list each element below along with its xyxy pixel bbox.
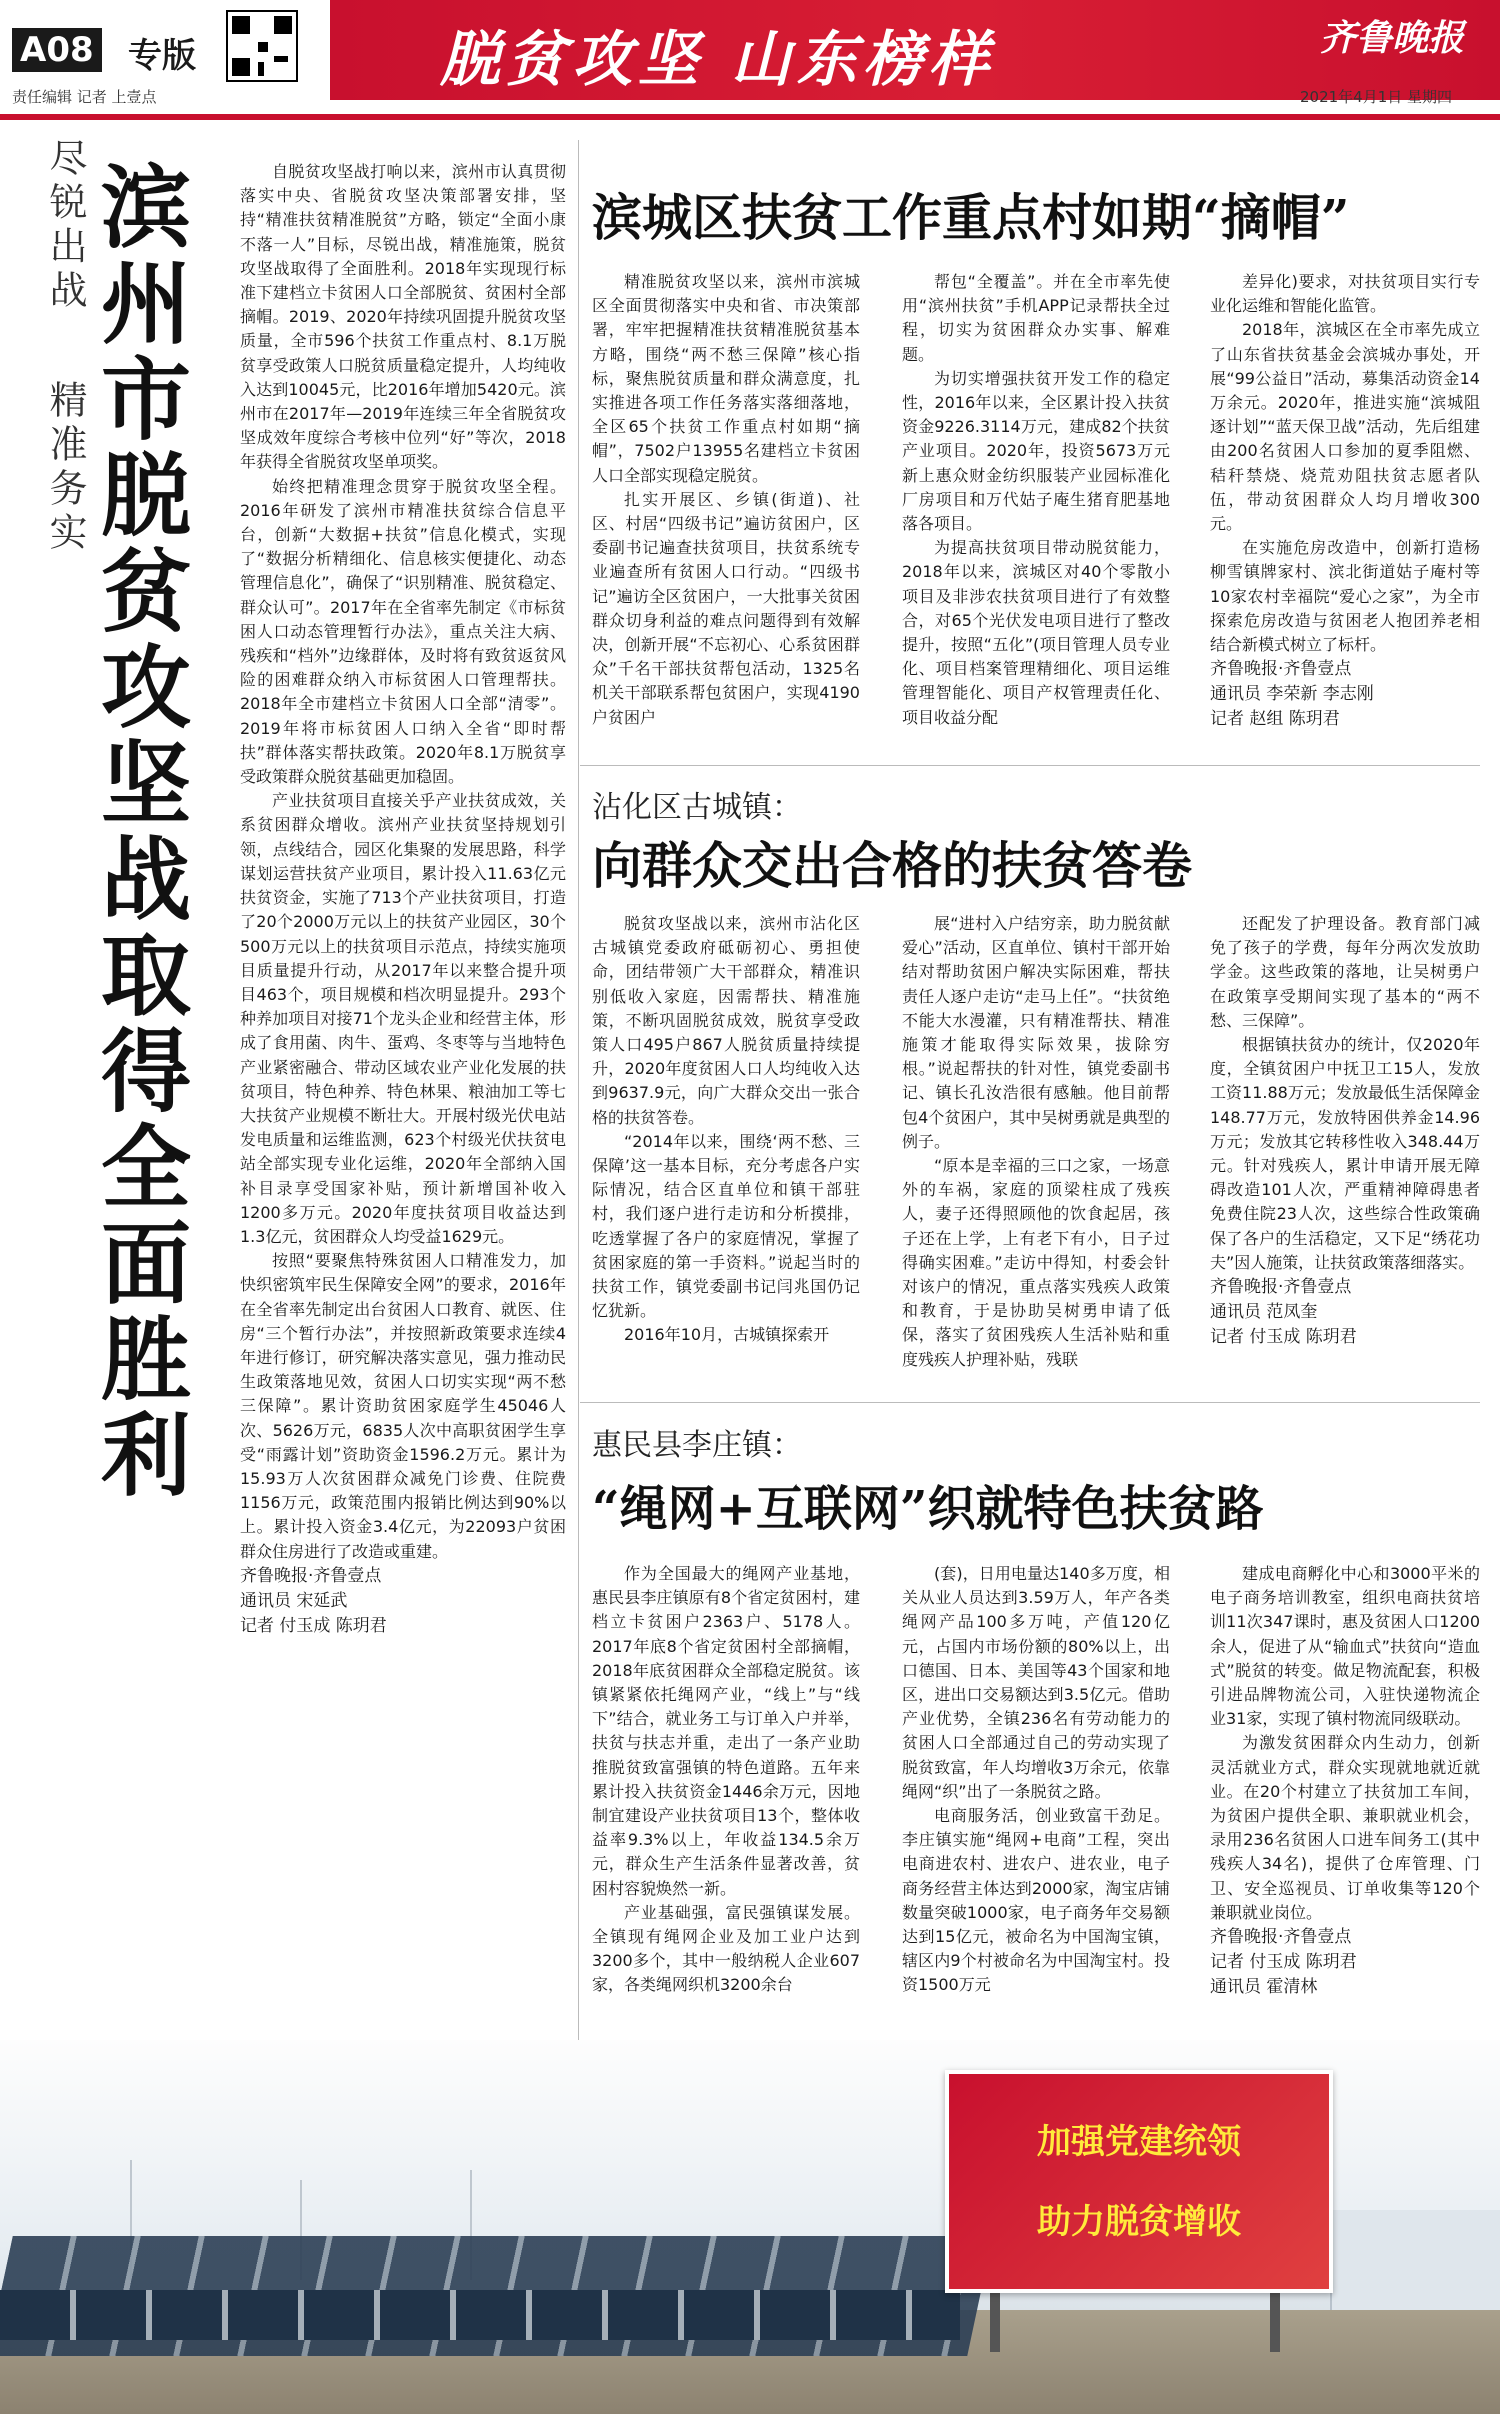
qr-code-icon[interactable]: [226, 10, 298, 82]
article1-paragraph: 为提高扶贫项目带动脱贫能力，2018年以来，滨城区对40个零散小项目及非涉农扶贫项目进行了有效整合，对65个光伏发电项目进行了整改提升，按照“五化”(项目管理人员专业化、项目档案管理精细化、项目运维管理智能化、项目产权管理责任化、项目收益分配: [902, 538, 1170, 727]
article3-byline: 记者 付玉成 陈玥君: [1210, 1952, 1357, 1973]
article3-paragraph: 产业基础强，富民强镇谋发展。全镇现有绳网企业及加工业户达到3200多个，其中一般纳税人企业607家，各类绳网织机3200余台: [592, 1902, 860, 1995]
header-rule: [0, 114, 1500, 120]
billboard: [945, 2070, 1333, 2293]
lead-subtitle-2: 精准务实: [43, 380, 87, 556]
article2-paragraph: “2014年以来，围绕‘两不愁、三保障’这一基本目标，充分考虑各户实际情况，结合区直单位和镇干部驻村，我们逐户进行走访和分析摸排，吃透掌握了各户的家庭情况，掌握了贫困家庭的第一手资料。”说起当时的扶贫工作，镇党委副书记闫兆国仍记忆犹新。: [592, 1131, 860, 1321]
article2-paragraph: 展“进村入户结穷亲，助力脱贫献爱心”活动，区直单位、镇村干部开始结对帮助贫困户解决实际困难，帮扶责任人逐户走访“走马上任”。“扶贫绝不能大水漫灌，只有精准帮扶、精准施策才能取得实际效果，拔除穷根。”说起帮扶的针对性，镇党委副书记、镇长孔汝浩很有感触。他目前帮包4个贫困户，其中吴树勇就是典型的例子。: [902, 914, 1170, 1151]
newspaper-masthead: 齐鲁晚报: [1320, 17, 1465, 59]
billboard-line-2: 助力脱贫增收: [1037, 2202, 1241, 2242]
section-divider: [580, 765, 1480, 766]
lead-byline: 通讯员 宋延武: [240, 1590, 348, 1611]
lead-paragraph: 自脱贫攻坚战打响以来，滨州市认真贯彻落实中央、省脱贫攻坚决策部署安排，坚持“精准扶贫精准脱贫”方略，锁定“全面小康不落一人”目标，尽锐出战，精准施策，脱贫攻坚战取得了全面胜利。2018年实现现行标准下建档立卡贫困人口全部脱贫、贫困村全部摘帽。2019、2020年持续巩固提升脱贫攻坚质量，全市596个扶贫工作重点村、8.1万脱贫享受政策人口脱贫质量稳定提升，人均纯收入达到10045元，比2016年增加5420元。滨州市在2017年—2019年连续三年全省脱贫攻坚成效年度综合考核中位列“好”等次，2018年获得全省脱贫攻坚单项奖。: [240, 162, 566, 472]
page-number: A08: [12, 28, 102, 72]
article3-col-1: [592, 1562, 860, 1998]
article2-headline: 向群众交出合格的扶贫答卷: [592, 836, 1192, 895]
article1-col-2: [902, 270, 1170, 730]
article1-col-1: [592, 270, 860, 730]
article2-byline: 齐鲁晚报·齐鲁壹点: [1210, 1277, 1352, 1298]
section-divider: [580, 1402, 1480, 1403]
article1-paragraph: 在实施危房改造中，创新打造杨柳雪镇牌家村、滨北街道姑子庵村等10家农村幸福院“爱心之家”，为全市探索危房改造与贫困老人抱团养老相结合新模式树立了标杆。: [1210, 538, 1480, 655]
article1-byline: 通讯员 李荣新 李志刚: [1210, 684, 1374, 705]
article2-paragraph: 2016年10月，古城镇探索开: [624, 1325, 830, 1345]
article2-col-1: [592, 912, 860, 1348]
article3-col-3: [1210, 1562, 1480, 2000]
lead-paragraph: 产业扶贫项目直接关乎产业扶贫成效，关系贫困群众增收。滨州产业扶贫坚持规划引领，点线结合，园区化集聚的发展思路，科学谋划运营扶贫产业项目，累计投入11.63亿元扶贫资金，实施了713个产业扶贫项目，打造了20个2000万元以上的扶贫产业园区，30个500万元以上的扶贫项目示范点，持续实施项目质量提升行动，从2017年以来整合提升项目463个，项目规模和档次明显提升。293个种养加项目对接71个龙头企业和经营主体，形成了食用菌、肉牛、蛋鸡、冬枣等与当地特色产业紧密融合、带动区域农业产业化发展的扶贫项目，特色种养、特色林果、粮油加工等七大扶贫产业规模不断壮大。开展村级光伏电站发电质量和运维监测，623个村级光伏扶贫电站全部实现专业化运维，2020年全部纳入国补目录享受国家补贴，预计新增国补收入1200多万元。2020年度扶贫项目收益达到1.3亿元，贫困群众人均受益1629元。: [240, 791, 566, 1246]
article1-paragraph: 扎实开展区、乡镇(街道)、社区、村居“四级书记”遍访贫困户，区委副书记遍查扶贫项目，扶贫系统专业遍查所有贫困人口行动。“四级书记”遍访全区贫困户，一大批事关贫困群众切身利益的难点问题得到有效解决，创新开展“不忘初心、心系贫困群众”千名干部扶贫帮包活动，1325名机关干部联系帮包贫困户，实现4190户贫困户: [592, 489, 860, 727]
solar-panel-rows-front: [0, 2290, 960, 2340]
article2-kicker: 沾化区古城镇：: [592, 790, 802, 825]
article2-col-2: [902, 912, 1170, 1372]
article1-col-3: [1210, 270, 1480, 732]
article3-paragraph: 为激发贫困群众内生动力，创新灵活就业方式，群众实现就地就近就业。在20个村建立了扶贫加工车间，为贫困户提供全职、兼职就业机会，录用236名贫困人口进车间务工(其中残疾人34名)，提供了仓库管理、门卫、安全巡视员、订单收集等120个兼职就业岗位。: [1210, 1733, 1480, 1922]
lead-subtitle-1: 尽锐出战: [43, 138, 87, 314]
article1-paragraph: 2018年，滨城区在全市率先成立了山东省扶贫基金会滨城办事处，开展“99公益日”活动，募集活动资金14万余元。2020年，推进实施“滨城阻逐计划”“蓝天保卫战”活动，先后组建由200名贫困人口参加的夏季阻燃、秸秆禁烧、烧荒劝阻扶贫志愿者队伍，带动贫困群众人均月增收300元。: [1210, 320, 1480, 534]
article2-byline: 通讯员 范凤奎: [1210, 1302, 1318, 1323]
article1-byline: 齐鲁晚报·齐鲁壹点: [1210, 659, 1352, 680]
section-label: 专版: [128, 36, 196, 76]
article1-paragraph: 精准脱贫攻坚以来，滨州市滨城区全面贯彻落实中央和省、市决策部署，牢牢把握精准扶贫精准脱贫基本方略，围绕“两不愁三保障”核心指标，聚焦脱贫质量和群众满意度，扎实推进各项工作任务落实落细落地，全区65个扶贫工作重点村如期“摘帽”，7502户13955名建档立卡贫困人口全部实现稳定脱贫。: [592, 272, 860, 485]
editor-credits: 责任编辑 记者 上壹点: [12, 88, 157, 106]
article2-byline: 记者 付玉成 陈玥君: [1210, 1327, 1357, 1348]
lead-paragraph: 始终把精准理念贯穿于脱贫攻坚全程。2016年研发了滨州市精准扶贫综合信息平台，创新“大数据+扶贫”信息化模式，实现了“数据分析精细化、信息核实便捷化、动态管理信息化”，确保了“识别精准、脱贫稳定、群众认可”。2017年在全省率先制定《市标贫困人口动态管理暂行办法》，重点关注大病、残疾和“档外”边缘群体，及时将有致贫返贫风险的困难群众纳入市标贫困人口管理帮扶。2018年全市建档立卡贫困人口全部“清零”。2019年将市标贫困人口纳入全省“即时帮扶”群体落实帮扶政策。2020年8.1万脱贫享受政策群众脱贫基础更加稳固。: [240, 476, 566, 787]
article3-col-2: [902, 1562, 1170, 1998]
article2-paragraph: 脱贫攻坚战以来，滨州市沾化区古城镇党委政府砥砺初心、勇担使命，团结带领广大干部群众，精准识别低收入家庭，因需帮扶、精准施策，不断巩固脱贫成效，脱贫享受政策人口495户867人脱贫质量持续提升，2020年度贫困人口人均纯收入达到9637.9元，向广大群众交出一张合格的扶贫答卷。: [592, 914, 860, 1127]
page-header: [0, 0, 1500, 124]
article1-paragraph: 差异化)要求，对扶贫项目实行专业化运维和智能化监管。: [1210, 272, 1480, 316]
article2-col-3: [1210, 912, 1480, 1350]
article3-paragraph: 电商服务活，创业致富干劲足。李庄镇实施“绳网+电商”工程，突出电商进农村、进农户、进农业，电子商务经营主体达到2000家，淘宝店铺数量突破1000家，电子商务年交易额达到15亿元，被命名为中国淘宝镇，辖区内9个村被命名为中国淘宝村。投资1500万元: [902, 1806, 1170, 1995]
article3-byline: 齐鲁晚报·齐鲁壹点: [1210, 1927, 1352, 1948]
lead-body: [240, 160, 566, 1639]
header-slogan: 脱贫攻坚 山东榜样: [440, 25, 995, 95]
article3-kicker: 惠民县李庄镇：: [592, 1428, 802, 1463]
article3-paragraph: 建成电商孵化中心和3000平米的电子商务培训教室，组织电商扶贫培训11次347课时，惠及贫困人口1200余人，促进了从“输血式”扶贫向“造血式”脱贫的转变。做足物流配套，积极引进品牌物流公司，入驻快递物流企业31家，实现了镇村物流同级联动。: [1210, 1564, 1480, 1729]
article3-paragraph: (套)，日用电量达140多万度，相关从业人员达到3.59万人，年产各类绳网产品100多万吨，产值120亿元，占国内市场份额的80%以上，出口德国、日本、美国等43个国家和地区，进出口交易额达到3.5亿元。借助产业优势，全镇236名有劳动能力的贫困人口全部通过自己的劳动实现了脱贫致富，年人均增收3万余元，依靠绳网“织”出了一条脱贫之路。: [902, 1564, 1170, 1801]
article3-byline: 通讯员 霍清林: [1210, 1977, 1318, 1998]
article2-paragraph: “原本是幸福的三口之家，一场意外的车祸，家庭的顶梁柱成了残疾人，妻子还得照顾他的饮食起居，孩子还在上学，上有老下有小，日子过得确实困难。”走访中得知，村委会针对该户的情况，重点落实残疾人政策和教育，于是协助吴树勇申请了低保，落实了贫困残疾人生活补贴和重度残疾人护理补贴，残联: [902, 1156, 1170, 1369]
article3-paragraph: 作为全国最大的绳网产业基地，惠民县李庄镇原有8个省定贫困村，建档立卡贫困户2363户、5178人。2017年底8个省定贫困村全部摘帽，2018年底贫困群众全部稳定脱贫。该镇紧紧依托绳网产业，“线上”与“线下”结合，就业务工与订单入户并举，扶贫与扶志并重，走出了一条产业助推脱贫致富强镇的特色道路。五年来累计投入扶贫资金1446余万元，因地制宜建设产业扶贫项目13个，整体收益率9.3%以上，年收益134.5余万元，群众生产生活条件显著改善，贫困村容貌焕然一新。: [592, 1564, 860, 1898]
article1-paragraph: 为切实增强扶贫开发工作的稳定性，2016年以来，全区累计投入扶贫资金9226.3114万元，建成82个扶贫产业项目。2020年，投资5673万元新上惠众财金纺织服装产业园标准化厂房项目和万代姑子庵生猪育肥基地落各项目。: [902, 368, 1170, 534]
issue-date: 2021年4月1日 星期四: [1300, 88, 1453, 106]
solar-farm-photo: [0, 2040, 1500, 2414]
article2-paragraph: 还配发了护理设备。教育部门减免了孩子的学费，每年分两次发放助学金。这些政策的落地，让吴树勇户在政策享受期间实现了基本的“两不愁、三保障”。: [1210, 914, 1480, 1030]
lead-paragraph: 按照“要聚焦特殊贫困人口精准发力，加快织密筑牢民生保障安全网”的要求，2016年在全省率先制定出台贫困人口教育、就医、住房“三个暂行办法”，并按照新政策要求连续4年进行修订，研究解决落实意见，强力推动民生政策落地见效，贫困人口切实实现“两不愁三保障”。累计资助贫困家庭学生45046人次、5626万元，6835人次中高职贫困学生享受“雨露计划”资助资金1596.2万元。累计为15.93万人次贫困群众减免门诊费、住院费1156万元，政策范围内报销比例达到90%以上。累计投入资金3.4亿元，为22093户贫困群众住房进行了改造或重建。: [240, 1251, 566, 1561]
article2-paragraph: 根据镇扶贫办的统计，仅2020年度，全镇贫困户中抚卫工15人，发放工资11.88万元；发放最低生活保障金148.77万元，发放特困供养金14.96万元；发放其它转移性收入348.44万元。针对残疾人，累计申请开展无障碍改造101人次，严重精神障碍患者免费住院23人次，这些综合性政策确保了各户的生活稳定，又下足“绣花功夫”因人施策，让扶贫政策落细落实。: [1210, 1035, 1480, 1272]
article1-headline: 滨城区扶贫工作重点村如期“摘帽”: [592, 188, 1350, 247]
lead-byline: 记者 付玉成 陈玥君: [240, 1615, 387, 1636]
lead-headline: 滨州市脱贫攻坚战取得全面胜利: [85, 160, 191, 1504]
column-divider: [578, 140, 579, 2040]
article1-paragraph: 帮包“全覆盖”。并在全市率先使用“滨州扶贫”手机APP记录帮扶全过程，切实为贫困群众办实事、解难题。: [902, 272, 1170, 364]
photo-building: [1330, 2210, 1500, 2310]
billboard-line-1: 加强党建统领: [1037, 2122, 1241, 2162]
article1-byline: 记者 赵组 陈玥君: [1210, 709, 1340, 730]
article3-headline: “绳网+互联网”织就特色扶贫路: [592, 1481, 1264, 1537]
lead-byline: 齐鲁晚报·齐鲁壹点: [240, 1565, 382, 1586]
